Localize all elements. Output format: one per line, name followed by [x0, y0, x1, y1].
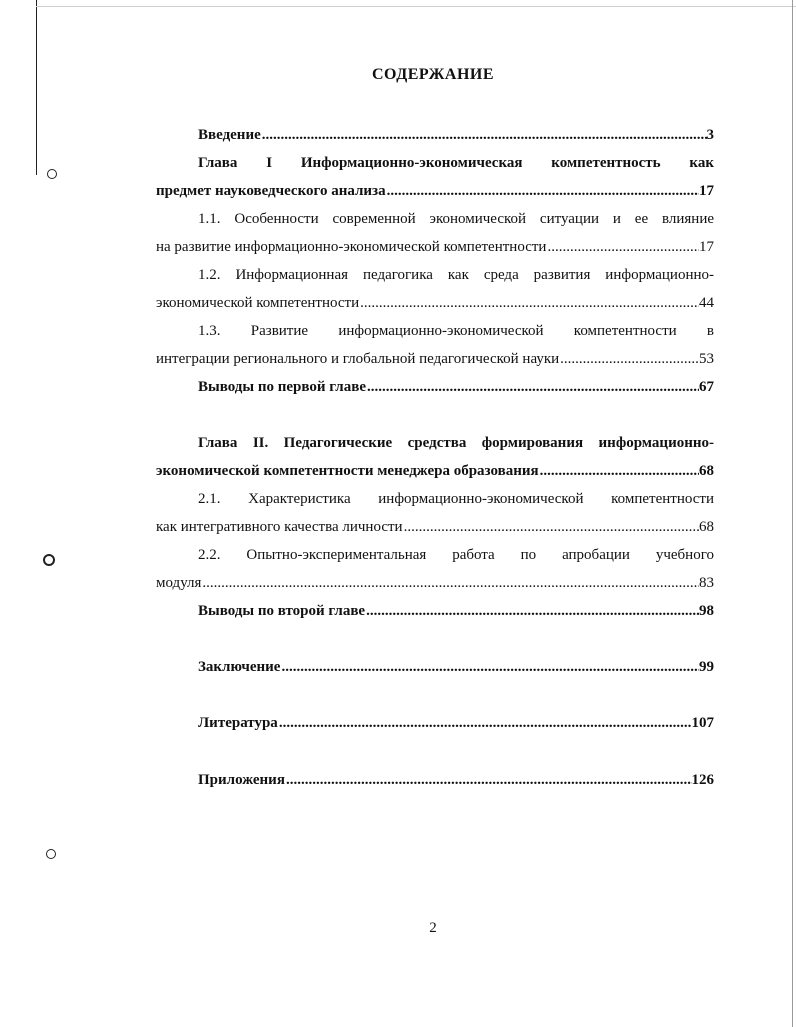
toc-line: 2.1. Характеристика информационно-экономической компетентности [198, 491, 714, 507]
toc-line [156, 373, 714, 401]
toc-line [156, 597, 714, 625]
toc-line: 1.1. Особенности современной экономической ситуации и ее влияние [198, 211, 714, 227]
toc-entry-title: Выводы по второй главе [198, 603, 366, 619]
toc-leader-dots [559, 345, 699, 373]
toc-entry-title: как интегративного качества личности [156, 519, 403, 535]
toc-line [156, 766, 714, 794]
toc-page-number: 98 [699, 603, 714, 619]
toc-page-number: 68 [699, 519, 714, 535]
toc-entry-title: Заключение [198, 659, 281, 675]
toc-line [156, 709, 714, 737]
toc-leader-dots [278, 709, 692, 737]
toc-page-number: 44 [699, 295, 714, 311]
toc-leader-dots [366, 373, 699, 401]
toc-entry-title: интеграции регионального и глобальной педагогической науки [156, 351, 560, 367]
toc-page-number: 99 [699, 659, 714, 675]
toc-entry-title: экономической компетентности менеджера образования [156, 463, 539, 479]
toc-line [156, 289, 714, 317]
toc-entry-title: Приложения [198, 772, 285, 788]
toc-page-number: 17 [699, 239, 714, 255]
toc-leader-dots [359, 289, 699, 317]
toc-leader-dots [201, 569, 699, 597]
toc-page-number: 83 [699, 575, 714, 591]
toc-leader-dots [285, 766, 692, 794]
toc-page-number: 107 [691, 715, 714, 731]
toc-line: 1.3. Развитие информационно-экономической компетентности в [198, 323, 714, 339]
toc-entry-appendices[interactable] [156, 766, 714, 794]
toc-line: Глава II. Педагогические средства формирования информационно- [198, 435, 714, 451]
toc-leader-dots [280, 653, 699, 681]
toc-leader-dots [386, 177, 699, 205]
toc-entry-section-2-2[interactable] [156, 541, 714, 597]
toc-entry-references[interactable] [156, 709, 714, 737]
toc-page-number: 3 [706, 127, 714, 143]
toc-page-number: 126 [691, 772, 714, 788]
toc-entry-section-1-1[interactable] [156, 205, 714, 261]
toc-entry-title: Выводы по первой главе [198, 379, 366, 395]
toc-leader-dots [546, 233, 699, 261]
page-number: 2 [429, 920, 437, 936]
toc-entry-title: экономической компетентности [156, 295, 360, 311]
scan-border-top [36, 6, 796, 7]
toc-entry-chapter-2[interactable] [156, 429, 714, 485]
toc-entry-introduction[interactable] [156, 121, 714, 149]
toc-entry-section-2-1[interactable] [156, 485, 714, 541]
toc-leader-dots [403, 513, 699, 541]
toc-entry-chapter-1[interactable] [156, 149, 714, 205]
toc-entry-title: модуля [156, 575, 202, 591]
toc-page-number: 53 [699, 351, 714, 367]
toc-entry-title: Литература [198, 715, 278, 731]
toc-entry-section-1-2[interactable] [156, 261, 714, 317]
toc-line: 1.2. Информационная педагогика как среда развития информационно- [198, 267, 714, 283]
toc-line: 2.2. Опытно-экспериментальная работа по апробации учебного [198, 547, 714, 563]
scan-border-right [792, 0, 793, 1027]
binder-hole-mark [47, 169, 57, 179]
toc-entry-conclusions-chapter-2[interactable] [156, 597, 714, 625]
toc-line [156, 457, 714, 485]
toc-entry-conclusion[interactable] [156, 653, 714, 681]
page-title: СОДЕРЖАНИЕ [371, 66, 495, 83]
toc-leader-dots [261, 121, 707, 149]
toc-entry-conclusions-chapter-1[interactable] [156, 373, 714, 401]
toc-line [156, 345, 714, 373]
toc-leader-dots [539, 457, 699, 485]
toc-line [156, 513, 714, 541]
toc-page-number: 17 [699, 183, 714, 199]
toc-line [156, 569, 714, 597]
toc-entry-section-1-3[interactable] [156, 317, 714, 373]
toc-line [156, 177, 714, 205]
scan-border-left [36, 0, 37, 175]
toc-page-number: 68 [699, 463, 714, 479]
toc-page-number: 67 [699, 379, 714, 395]
binder-hole-mark [43, 554, 55, 566]
toc-entry-title: Введение [198, 127, 261, 143]
toc-line [156, 233, 714, 261]
toc-line [156, 653, 714, 681]
toc-line [156, 121, 714, 149]
toc-entry-title: на развитие информационно-экономической компетентности [156, 239, 547, 255]
toc-leader-dots [365, 597, 699, 625]
binder-hole-mark [46, 849, 56, 859]
toc-line: Глава I Информационно-экономическая компетентность как [198, 155, 714, 171]
toc-entry-title: предмет науковедческого анализа [156, 183, 386, 199]
